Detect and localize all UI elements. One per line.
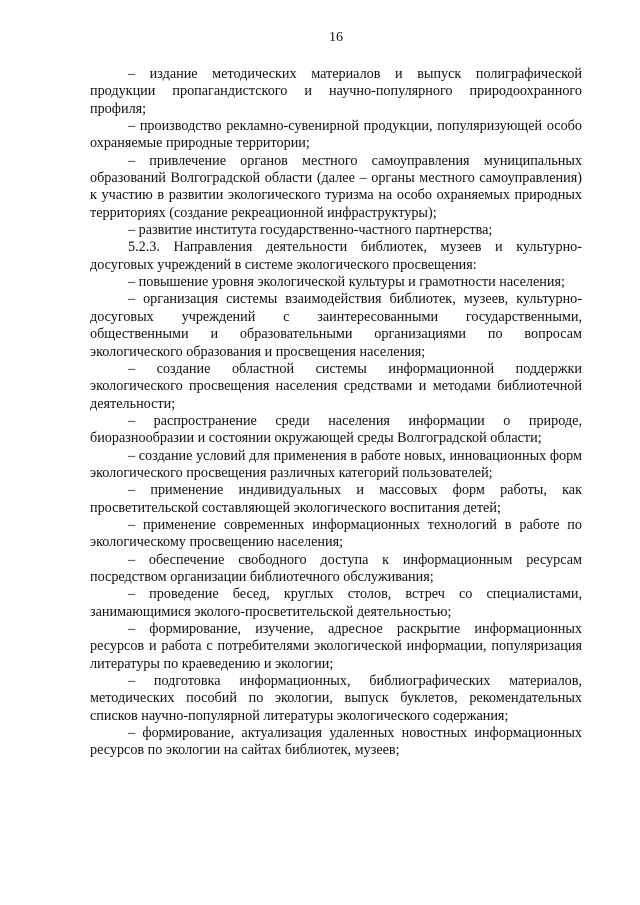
paragraph: – применение современных информационных технологий в работе по экологическому просвещению населения; <box>90 516 582 551</box>
paragraph: – производство рекламно-сувенирной продукции, популяризующей особо охраняемые природные территории; <box>90 118 582 152</box>
paragraph: – формирование, изучение, адресное раскрытие информационных ресурсов и работа с потребителями экологической информации, популяризация литературы по краеведению и экологии; <box>90 621 582 672</box>
paragraph: – организация системы взаимодействия библиотек, музеев, культурно-досуговых учреждений с заинтересованными государственными, общественными и образовательными организациями по вопросам экологического образования и просвещения населения; <box>90 291 582 360</box>
paragraph: – распространение среди населения информации о природе, биоразнообразии и состоянии окружающей среды Волгоградской области; <box>90 412 582 447</box>
paragraph: – развитие института государственно-частного партнерства; <box>128 222 493 239</box>
paragraph: – обеспечение свободного доступа к информационным ресурсам посредством организации библиотечного обслуживания; <box>90 551 582 585</box>
page-number: 16 <box>329 30 343 45</box>
paragraph: – издание методических материалов и выпуск полиграфической продукции пропагандистского и научно-популярного природоохранного профиля; <box>90 66 582 117</box>
paragraph: – проведение бесед, круглых столов, встреч со специалистами, занимающимися эколого-просветительской деятельностью; <box>90 586 582 620</box>
section-heading-paragraph: 5.2.3. Направления деятельности библиотек, музеев и культурно-досуговых учреждений в системе экологического просвещения: <box>90 239 582 273</box>
document-body <box>90 66 582 760</box>
paragraph: – создание областной системы информационной поддержки экологического просвещения населения средствами и методами библиотечной деятельности; <box>90 360 582 412</box>
paragraph: – применение индивидуальных и массовых форм работы, как просветительской составляющей экологического воспитания детей; <box>90 482 582 516</box>
paragraph: – подготовка информационных, библиографических материалов, методических пособий по экологии, выпуск буклетов, рекомендательных списков научно-популярной литературы экологического содержания; <box>90 673 582 724</box>
paragraph: – привлечение органов местного самоуправления муниципальных образований Волгоградской области (далее – органы местного самоуправления) к участию в развитии экологического туризма на особо охраняемых природных территориях (создание рекреационной инфраструктуры); <box>90 152 582 221</box>
paragraph: – формирование, актуализация удаленных новостных информационных ресурсов по экологии на сайтах библиотек, музеев; <box>90 725 582 759</box>
paragraph: – повышение уровня экологической культуры и грамотности населения; <box>128 274 565 291</box>
paragraph: – создание условий для применения в работе новых, инновационных форм экологического просвещения различных категорий пользователей; <box>90 447 582 481</box>
